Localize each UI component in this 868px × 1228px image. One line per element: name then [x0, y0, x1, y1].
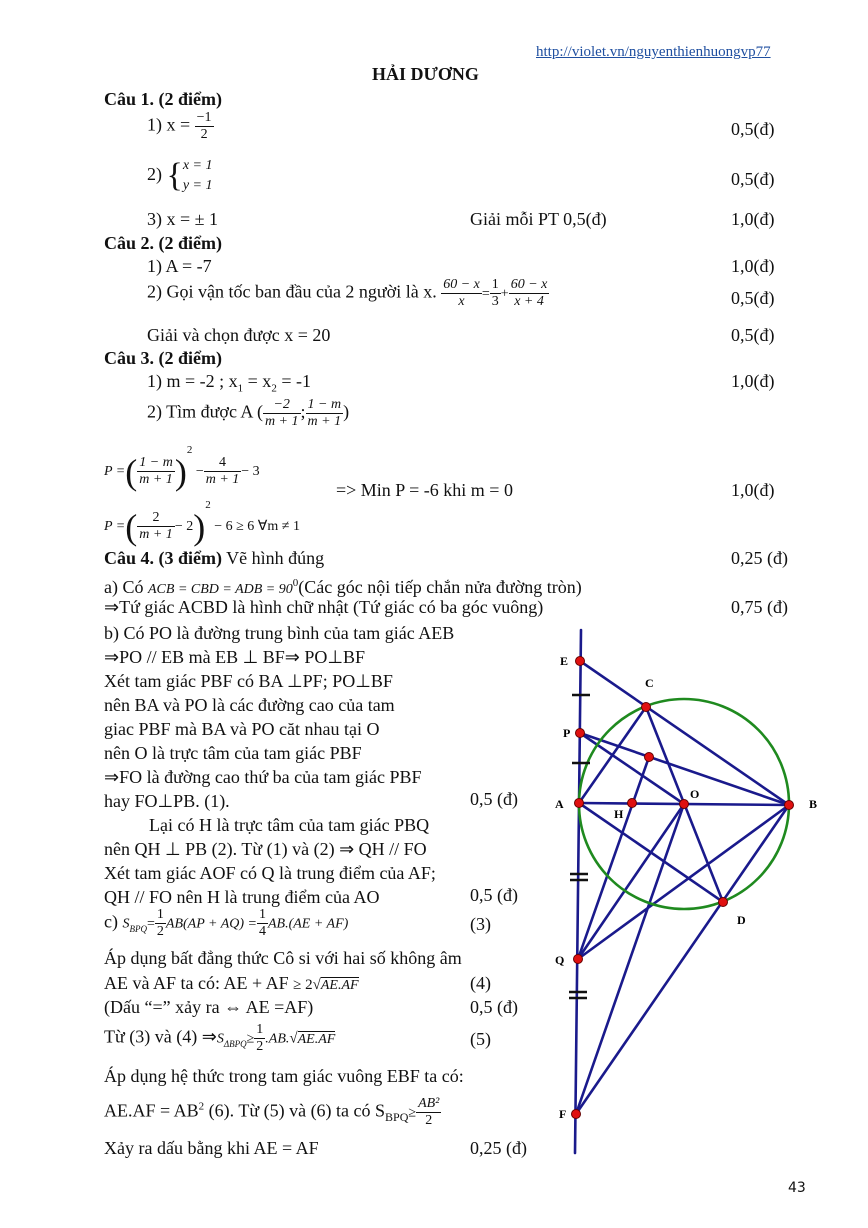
- label-e: E: [560, 654, 569, 668]
- q4-cosi2-tag: (4): [470, 973, 491, 993]
- q4-a2: ⇒Tứ giác ACBD là hình chữ nhật (Tứ giác có ba góc vuông): [104, 597, 544, 617]
- point-c: [642, 703, 651, 712]
- line-eb: [580, 661, 789, 805]
- q4-b-line: ⇒FO là đường cao thứ ba của tam giác PBF: [104, 767, 422, 787]
- q4-cosi: Áp dụng bất đẳng thức Cô si với hai số không âm: [104, 948, 462, 968]
- q2-b-frac1-num: 60 − x: [443, 277, 480, 292]
- label-a: A: [555, 797, 564, 811]
- q4-c-Ssub: BPQ: [129, 924, 147, 935]
- point-k: [645, 753, 654, 762]
- q4-b-line: Lại có H là trực tâm của tam giác PBQ: [149, 815, 430, 835]
- q4-t34-tag: (5): [470, 1029, 491, 1049]
- q4-b-score1: 0,5 (đ): [470, 789, 518, 809]
- q4-last: Xảy ra dấu bằng khi AE = AF: [104, 1138, 319, 1158]
- q4-b-score2: 0,5 (đ): [470, 885, 518, 905]
- q4-cosi2-pre: AE và AF ta có: AE + AF: [104, 973, 294, 993]
- q3-a-sub2: 2: [271, 382, 277, 395]
- q2-b-frac2-den: 3: [491, 294, 499, 309]
- line-po: [580, 733, 684, 804]
- q4-t34-S: S: [216, 1031, 224, 1047]
- point-p: [576, 729, 585, 738]
- line-oq: [578, 804, 684, 959]
- q4-c-mid2: AB.(AE + AF): [267, 916, 349, 932]
- q4-heading-rest: Vẽ hình đúng: [222, 548, 325, 568]
- q4-a2-score: 0,75 (đ): [731, 597, 788, 617]
- q3-p2-frac-num: 2: [137, 510, 175, 527]
- q3-p2-inner: − 2: [174, 519, 194, 534]
- brace-icon: {: [166, 157, 183, 194]
- q3-p1-exp: 2: [186, 444, 193, 456]
- q1-b-score: 0,5(đ): [731, 169, 775, 189]
- q1-a-score: 0,5(đ): [731, 119, 775, 139]
- q3-min: => Min P = -6 khi m = 0: [336, 480, 513, 500]
- q4-c-eq: =: [146, 916, 155, 932]
- label-c: C: [645, 676, 654, 690]
- q4-c-pre: c): [104, 911, 123, 932]
- q4-b-line: nên O là trực tâm của tam giác PBF: [104, 743, 362, 763]
- q4-b-line: nên BA và PO là các đường cao của tam: [104, 695, 395, 715]
- q3-p2-lhs: P =: [104, 519, 126, 534]
- q2-b-frac3-den: x + 4: [514, 294, 544, 309]
- right-paren-icon: ): [193, 506, 206, 547]
- q1-heading: Câu 1. (2 điểm): [104, 89, 222, 109]
- q1-c: 3) x = ± 1: [147, 209, 219, 229]
- label-f: F: [559, 1107, 567, 1121]
- line-bq: [578, 805, 789, 959]
- q4-t34-sqrt: AE.AF: [297, 1031, 336, 1047]
- label-h: H: [614, 807, 624, 821]
- q4-cosi2-math: ≥ 2: [293, 977, 313, 993]
- q2-b-frac3-num: 60 − x: [510, 277, 548, 292]
- q3-b-close: ): [343, 401, 350, 422]
- q4-b-line: Xét tam giác PBF có BA ⊥PF; PO⊥BF: [104, 671, 393, 691]
- q4-t34-pre: Từ (3) và (4) ⇒: [104, 1026, 217, 1047]
- q4-b-line: hay FO⊥PB. (1).: [104, 791, 230, 811]
- label-d: D: [737, 913, 746, 927]
- q4-a-pre: a) Có: [104, 577, 148, 597]
- q3-b-sep: ;: [300, 401, 306, 422]
- q2-a: 1) A = -7: [147, 256, 212, 276]
- q1-b-line2: y = 1: [182, 178, 213, 193]
- q4-c-S: S: [122, 916, 130, 932]
- line-bf: [576, 805, 789, 1114]
- source-link[interactable]: http://violet.vn/nguyenthienhuongvp77: [536, 44, 771, 60]
- line-ef: [575, 630, 581, 1153]
- q4-t34-ge: ≥: [246, 1031, 255, 1047]
- label-b: B: [809, 797, 818, 811]
- q4-ht2-mid: (6). Từ (5) và (6) ta có S: [204, 1100, 386, 1121]
- left-paren-icon: (: [125, 451, 138, 492]
- right-paren-icon: ): [174, 451, 187, 492]
- q4-b-line: giac PBF mà BA và PO căt nhau tại O: [104, 719, 380, 739]
- q3-a-pre: 1) m = -2 ; x: [147, 371, 238, 391]
- q4-ht2-ge: ≥: [408, 1105, 417, 1121]
- point-a: [575, 799, 584, 808]
- q1-c-note: Giải mỗi PT 0,5(đ): [470, 209, 607, 229]
- sqrt-icon: √: [289, 1030, 298, 1047]
- q1-b-prefix: 2): [147, 164, 167, 185]
- q3-p1-frac1-num: 1 − m: [139, 455, 173, 471]
- q3-p1-frac2-num: 4: [204, 455, 242, 472]
- q3-p1-minus: −: [195, 464, 204, 479]
- line-of: [576, 804, 684, 1114]
- q4-eq-line: (Dấu “=” xảy ra ⇔ AE =AF): [104, 997, 314, 1017]
- point-q: [574, 955, 583, 964]
- sqrt-icon: √: [312, 977, 321, 993]
- label-q: Q: [555, 953, 565, 967]
- q4-b-line: b) Có PO là đường trung bình của tam giác AEB: [104, 623, 455, 643]
- q4-c-frac1-num: 1: [156, 907, 164, 922]
- q4-a-math: ACB = CBD = ADB = 90: [148, 582, 293, 597]
- q4-ht: Áp dụng hệ thức trong tam giác vuông EBF ta có:: [104, 1066, 464, 1086]
- q3-b-text: 2) Tìm được A (: [147, 401, 263, 422]
- q4-ht2-frac-den: 2: [425, 1113, 433, 1128]
- q3-min-score: 1,0(đ): [731, 480, 775, 500]
- page-number: 43: [788, 1180, 806, 1196]
- q4-eq-score: 0,5 (đ): [470, 997, 518, 1017]
- q3-a-post: = -1: [276, 371, 311, 391]
- q3-p2-tail: − 6 ≥ 6 ∀m ≠ 1: [214, 519, 300, 534]
- q3-p1-frac2-den: m + 1: [205, 472, 240, 488]
- q4-cosi2-sqrt: AE.AF: [320, 978, 359, 993]
- q2-b-frac1-den: x: [458, 294, 465, 309]
- page-title: HẢI DƯƠNG: [372, 64, 479, 84]
- q1-b-line1: x = 1: [182, 158, 213, 173]
- q3-p1-tail: − 3: [241, 464, 260, 479]
- q4-ht2-pre: AE.AF = AB: [104, 1100, 199, 1121]
- q4-c-mid1: AB(AP + AQ) =: [165, 916, 257, 932]
- q3-p1-lhs: P =: [104, 464, 126, 479]
- line-pb: [580, 733, 789, 805]
- left-paren-icon: (: [125, 506, 138, 547]
- q4-t34-Ssub: ΔBPQ: [223, 1039, 247, 1050]
- q4-ht2-sup: 2: [198, 1100, 205, 1113]
- q3-p1-frac1-den: m + 1: [139, 472, 173, 488]
- q1-a-prefix: 1) x =: [147, 114, 195, 135]
- q3-b-frac1-den: m + 1: [264, 414, 299, 429]
- q4-t34-frac-num: 1: [256, 1022, 264, 1037]
- q4-b-line: QH // FO nên H là trung điểm của AO: [104, 887, 380, 907]
- q3-b-frac2-den: m + 1: [307, 414, 342, 429]
- label-o: O: [690, 787, 700, 801]
- q2-heading: Câu 2. (2 điểm): [104, 233, 222, 253]
- q2-c-score: 0,5(đ): [731, 325, 775, 345]
- q4-b-line: nên QH ⊥ PB (2). Từ (1) và (2) ⇒ QH // FO: [104, 839, 427, 859]
- q2-b-frac2-num: 1: [491, 277, 499, 292]
- q3-a-score: 1,0(đ): [731, 371, 775, 391]
- q4-b-line: ⇒PO // EB mà EB ⊥ BF⇒ PO⊥BF: [104, 647, 366, 667]
- point-e: [576, 657, 585, 666]
- q2-b-text: 2) Gọi vận tốc ban đầu của 2 người là x.: [147, 281, 437, 302]
- q4-t34-frac-den: 2: [256, 1039, 264, 1054]
- q4-heading-score: 0,25 (đ): [731, 548, 788, 568]
- q4-c-tag: (3): [470, 914, 491, 934]
- point-b: [785, 801, 794, 810]
- q4-b-line: Xét tam giác AOF có Q là trung điểm của AF;: [104, 863, 436, 883]
- q2-a-score: 1,0(đ): [731, 256, 775, 276]
- point-f: [572, 1110, 581, 1119]
- q4-c-frac2-den: 4: [258, 924, 266, 939]
- q2-b-plus: +: [500, 286, 509, 302]
- q4-c-frac1-den: 2: [156, 924, 164, 939]
- q1-a-num: −1: [196, 110, 212, 125]
- q4-t34-mid: .AB.: [265, 1031, 290, 1047]
- q1-a-den: 2: [200, 127, 208, 142]
- q4-ht2-frac-num: AB²: [418, 1096, 440, 1111]
- q4-a-post: (Các góc nội tiếp chắn nửa đường tròn): [298, 577, 582, 597]
- label-p: P: [563, 726, 571, 740]
- q2-b-score: 0,5(đ): [731, 288, 775, 308]
- point-d: [719, 898, 728, 907]
- q4-last-score: 0,25 (đ): [470, 1138, 527, 1158]
- point-o: [680, 800, 689, 809]
- q2-b-eq: =: [481, 286, 490, 302]
- q3-b-frac1-num: −2: [263, 397, 301, 414]
- q4-heading-bold: Câu 4. (3 điểm): [104, 548, 222, 568]
- q3-p2-exp: 2: [205, 499, 211, 511]
- q1-c-score: 1,0(đ): [731, 209, 775, 229]
- q4-ht2-sub: BPQ: [385, 1110, 409, 1125]
- point-h: [628, 799, 637, 808]
- q2-c: Giải và chọn được x = 20: [147, 325, 331, 345]
- q4-c-frac2-num: 1: [258, 907, 266, 922]
- q3-a-sub1: 1: [237, 382, 244, 395]
- q3-p2-frac-den: m + 1: [139, 527, 173, 543]
- q3-a-mid: = x: [243, 371, 272, 391]
- q3-b-frac2-num: 1 − m: [307, 397, 342, 412]
- q4-a-deg: 0: [292, 577, 299, 589]
- q3-heading: Câu 3. (2 điểm): [104, 348, 222, 368]
